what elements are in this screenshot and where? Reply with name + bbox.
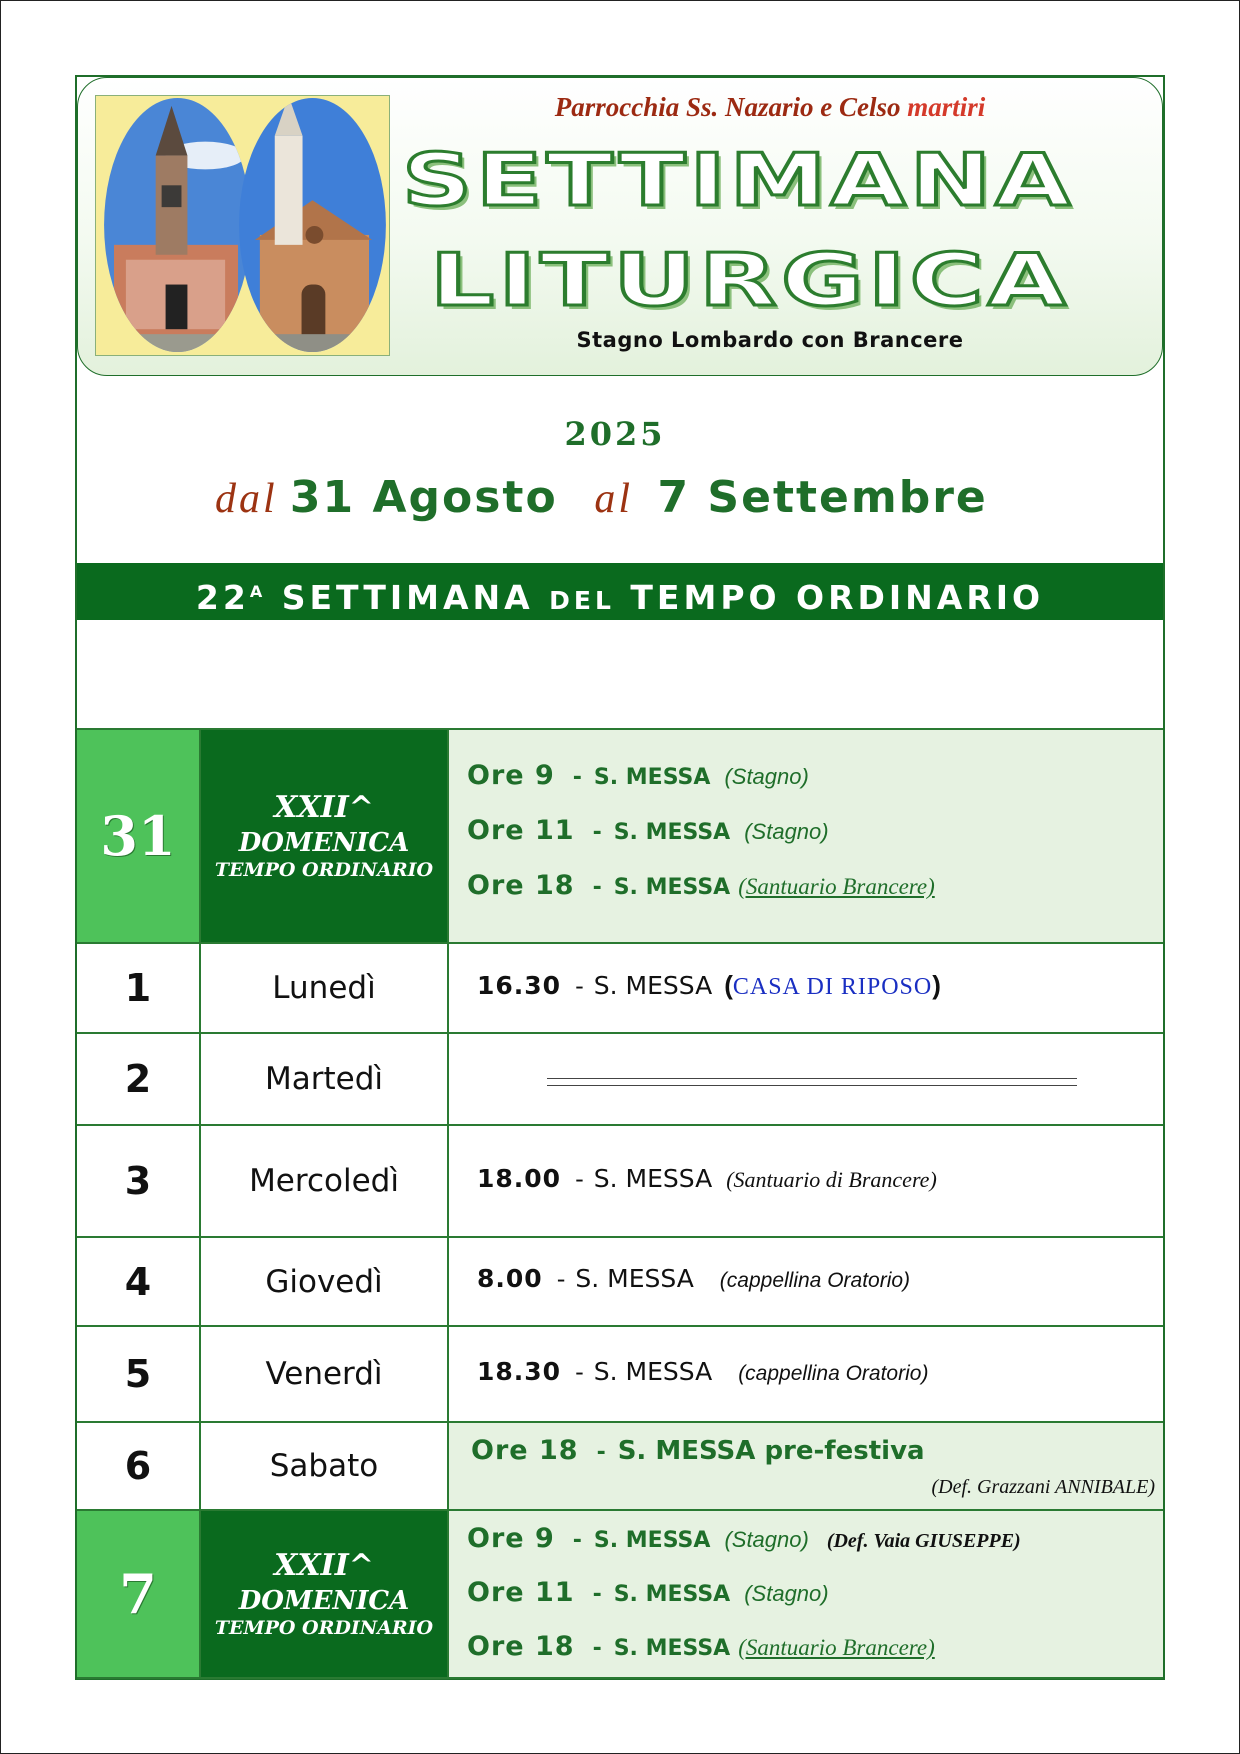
day-name: Martedì	[201, 1034, 449, 1124]
day-number: 3	[77, 1126, 201, 1236]
table-row-thursday	[77, 1236, 1163, 1325]
event-place: (Santuario di Brancere)	[726, 1167, 937, 1192]
event-hour: Ore 11	[467, 1577, 575, 1608]
week-number-sup: A	[249, 582, 267, 601]
event-place: (Stagno)	[724, 764, 809, 789]
to-word: al	[594, 476, 634, 522]
day-name: Sabato	[201, 1423, 449, 1509]
event-dash: -	[592, 1636, 602, 1661]
week-part1: SETTIMANA	[281, 578, 534, 617]
event-cell	[449, 1511, 1163, 1677]
date-range	[215, 472, 1075, 523]
table-row-tuesday	[77, 1032, 1163, 1124]
day-name: Giovedì	[201, 1238, 449, 1325]
from-word: dal	[215, 476, 278, 522]
event-hour: Ore 18	[467, 870, 575, 901]
sunday-season: TEMPO ORDINARIO	[214, 859, 434, 882]
event-dash: -	[592, 820, 602, 845]
event-time: 18.30	[477, 1357, 562, 1386]
title-settimana: SETTIMANA	[402, 138, 1075, 222]
day-number: 5	[77, 1327, 201, 1421]
day-number: 6	[77, 1423, 201, 1509]
event-line	[467, 1523, 1021, 1554]
week-part3: TEMPO ORDINARIO	[630, 578, 1045, 617]
event-line	[467, 1631, 935, 1662]
event-mass: S. MESSA	[613, 875, 731, 900]
event-line	[467, 870, 935, 901]
event-line	[477, 1357, 928, 1386]
table-row-sunday-7	[77, 1509, 1163, 1679]
event-cell	[449, 1423, 1163, 1509]
event-cell	[449, 730, 1163, 942]
event-time: 16.30	[477, 971, 562, 1000]
sunday-label: DOMENICA	[238, 1585, 410, 1616]
sunday-ordinal: XXII^	[274, 790, 374, 826]
paren-open: (	[724, 970, 733, 1000]
church-photo-collage	[95, 95, 390, 356]
day-name	[201, 1511, 449, 1677]
to-date: 7 Settembre	[657, 472, 988, 523]
title-liturgica: LITURGICA	[430, 238, 1070, 322]
week-number: 22	[195, 578, 250, 617]
event-time: 18.00	[477, 1164, 562, 1193]
event-line	[477, 970, 941, 1001]
day-name: Lunedì	[201, 944, 449, 1032]
event-dash: -	[592, 875, 602, 900]
week-banner	[77, 563, 1163, 620]
sunday-ordinal: XXII^	[274, 1548, 374, 1584]
day-number: 1	[77, 944, 201, 1032]
day-number: 31	[77, 730, 201, 942]
table-row-monday	[77, 942, 1163, 1032]
event-mass: S. MESSA	[613, 1636, 731, 1661]
table-row-saturday	[77, 1421, 1163, 1509]
event-place: (cappellina Oratorio)	[738, 1362, 929, 1385]
event-mass: S. MESSA	[613, 1582, 731, 1607]
event-time: 8.00	[477, 1264, 543, 1293]
event-line	[471, 1435, 925, 1466]
event-dash: -	[556, 1265, 566, 1293]
event-line	[467, 815, 829, 846]
event-place: (Stagno)	[724, 1527, 809, 1552]
event-cell	[449, 1327, 1163, 1421]
event-place: (Stagno)	[744, 1581, 829, 1606]
event-dedication: (Def. Vaia GIUSEPPE)	[826, 1530, 1021, 1552]
event-hour: Ore 11	[467, 815, 575, 846]
event-dash: -	[572, 765, 582, 790]
table-row-sunday-31	[77, 728, 1163, 942]
event-line	[477, 1164, 937, 1193]
parish-name	[380, 92, 1160, 123]
event-hour: Ore 9	[467, 1523, 555, 1554]
event-dash: -	[592, 1582, 602, 1607]
event-cell	[449, 1034, 1163, 1124]
town-subtitle: Stagno Lombardo con Brancere	[576, 328, 964, 352]
event-line	[467, 760, 809, 791]
event-cell	[449, 1238, 1163, 1325]
day-number: 7	[77, 1511, 201, 1677]
parish-suffix: martiri	[907, 92, 986, 122]
event-line	[477, 1264, 910, 1293]
event-dedication: (Def. Grazzani ANNIBALE)	[931, 1476, 1155, 1498]
event-place: (Santuario Brancere)	[738, 1635, 935, 1660]
event-hour: Ore 9	[467, 760, 555, 791]
event-dash: -	[575, 1358, 584, 1386]
event-dash: -	[572, 1528, 582, 1553]
year: 2025	[564, 415, 666, 453]
event-mass: S. MESSA	[593, 1528, 711, 1553]
no-event-line	[547, 1078, 1077, 1086]
event-mass: S. MESSA	[575, 1264, 694, 1293]
week-part2: DEL	[549, 586, 615, 615]
event-mass: S. MESSA	[613, 820, 731, 845]
event-hour: Ore 18	[467, 1631, 575, 1662]
event-mass: S. MESSA pre-festiva	[617, 1436, 925, 1466]
day-name: Mercoledì	[201, 1126, 449, 1236]
event-hour: Ore 18	[471, 1435, 579, 1466]
event-dash: -	[575, 972, 584, 1000]
event-mass: S. MESSA	[593, 971, 713, 1000]
event-cell	[449, 1126, 1163, 1236]
event-cell	[449, 944, 1163, 1032]
event-mass: S. MESSA	[593, 1357, 713, 1386]
event-dash: -	[575, 1165, 584, 1193]
from-date: 31 Agosto	[289, 472, 558, 523]
day-name: Venerdì	[201, 1327, 449, 1421]
table-row-friday	[77, 1325, 1163, 1421]
parish-prefix: Parrocchia Ss. Nazario e Celso	[554, 92, 901, 122]
event-dash: -	[596, 1440, 606, 1465]
day-number: 4	[77, 1238, 201, 1325]
event-place: (Santuario Brancere)	[738, 874, 935, 899]
event-mass: S. MESSA	[593, 1164, 713, 1193]
table-row-wednesday	[77, 1124, 1163, 1236]
sunday-season: TEMPO ORDINARIO	[214, 1617, 434, 1640]
event-place: (cappellina Oratorio)	[719, 1269, 911, 1292]
event-mass: S. MESSA	[593, 765, 711, 790]
day-number: 2	[77, 1034, 201, 1124]
event-place: (Stagno)	[744, 819, 829, 844]
sunday-label: DOMENICA	[238, 827, 410, 858]
event-line	[467, 1577, 829, 1608]
paren-close: )	[932, 970, 941, 1000]
event-place: CASA DI RIPOSO	[732, 974, 933, 1000]
day-name	[201, 730, 449, 942]
